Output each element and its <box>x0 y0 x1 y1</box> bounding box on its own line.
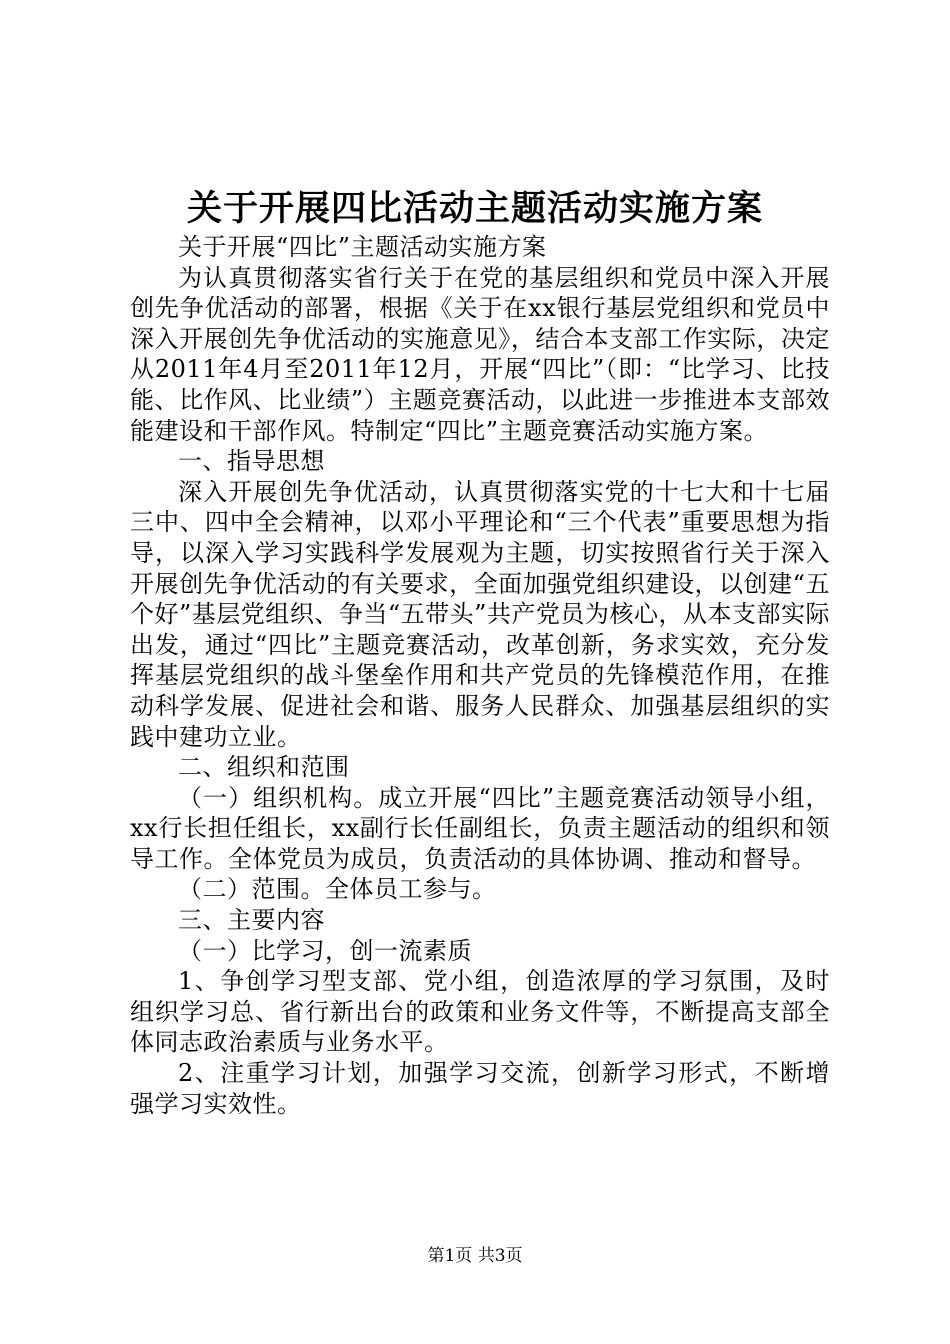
section-heading-main-content: 三、主要内容 <box>178 906 325 935</box>
page-footer: 第1页 共3页 <box>427 1246 523 1266</box>
study-item-2: 2、注重学习计划，加强学习交流，创新学习形式，不断增强学习实效性。 <box>130 1059 830 1118</box>
section-heading-guiding-ideology: 一、指导思想 <box>178 447 325 476</box>
subsection-heading-study: （一）比学习，创一流素质 <box>178 936 472 965</box>
section-heading-organization-scope: 二、组织和范围 <box>178 753 350 782</box>
document-title: 关于开展四比活动主题活动实施方案 <box>186 188 763 229</box>
intro-paragraph: 为认真贯彻落实省行关于在党的基层组织和党员中深入开展创先争优活动的部署，根据《关于在xx银行基层党组织和党员中深入开展创先争优活动的实施意见》，结合本支部工作实际，决定从2011年4月至2011年12月，开展“四比”（即：“比学习、比技能、比作风、比业绩”）主题竞赛活动，以此进一步推进本支部效能建设和干部作风。特制定“四比”主题竞赛活动实施方案。 <box>130 263 830 445</box>
subtitle-paragraph: 关于开展“四比”主题活动实施方案 <box>178 233 547 261</box>
organization-paragraph: （一）组织机构。成立开展“四比”主题竞赛活动领导小组，xx行长担任组长，xx副行长任副组长，负责主题活动的组织和领导工作。全体党员为成员，负责活动的具体协调、推动和督导。 <box>130 783 830 873</box>
study-item-1: 1、争创学习型支部、党小组，创造浓厚的学习氛围，及时组织学习总、省行新出台的政策和业务文件等，不断提高支部全体同志政治素质与业务水平。 <box>130 967 830 1057</box>
document-body <box>130 232 830 1119</box>
scope-paragraph: （二）范围。全体员工参与。 <box>178 875 497 904</box>
guiding-ideology-paragraph: 深入开展创先争优活动，认真贯彻落实党的十七大和十七届三中、四中全会精神，以邓小平理论和“三个代表”重要思想为指导，以深入学习实践科学发展观为主题，切实按照省行关于深入开展创先争优活动的有关要求，全面加强党组织建设，以创建“五个好”基层党组织、争当“五带头”共产党员为核心，从本支部实际出发，通过“四比”主题竞赛活动，改革创新，务求实效，充分发挥基层党组织的战斗堡垒作用和共产党员的先锋模范作用，在推动科学发展、促进社会和谐、服务人民群众、加强基层组织的实践中建功立业。 <box>130 477 830 751</box>
